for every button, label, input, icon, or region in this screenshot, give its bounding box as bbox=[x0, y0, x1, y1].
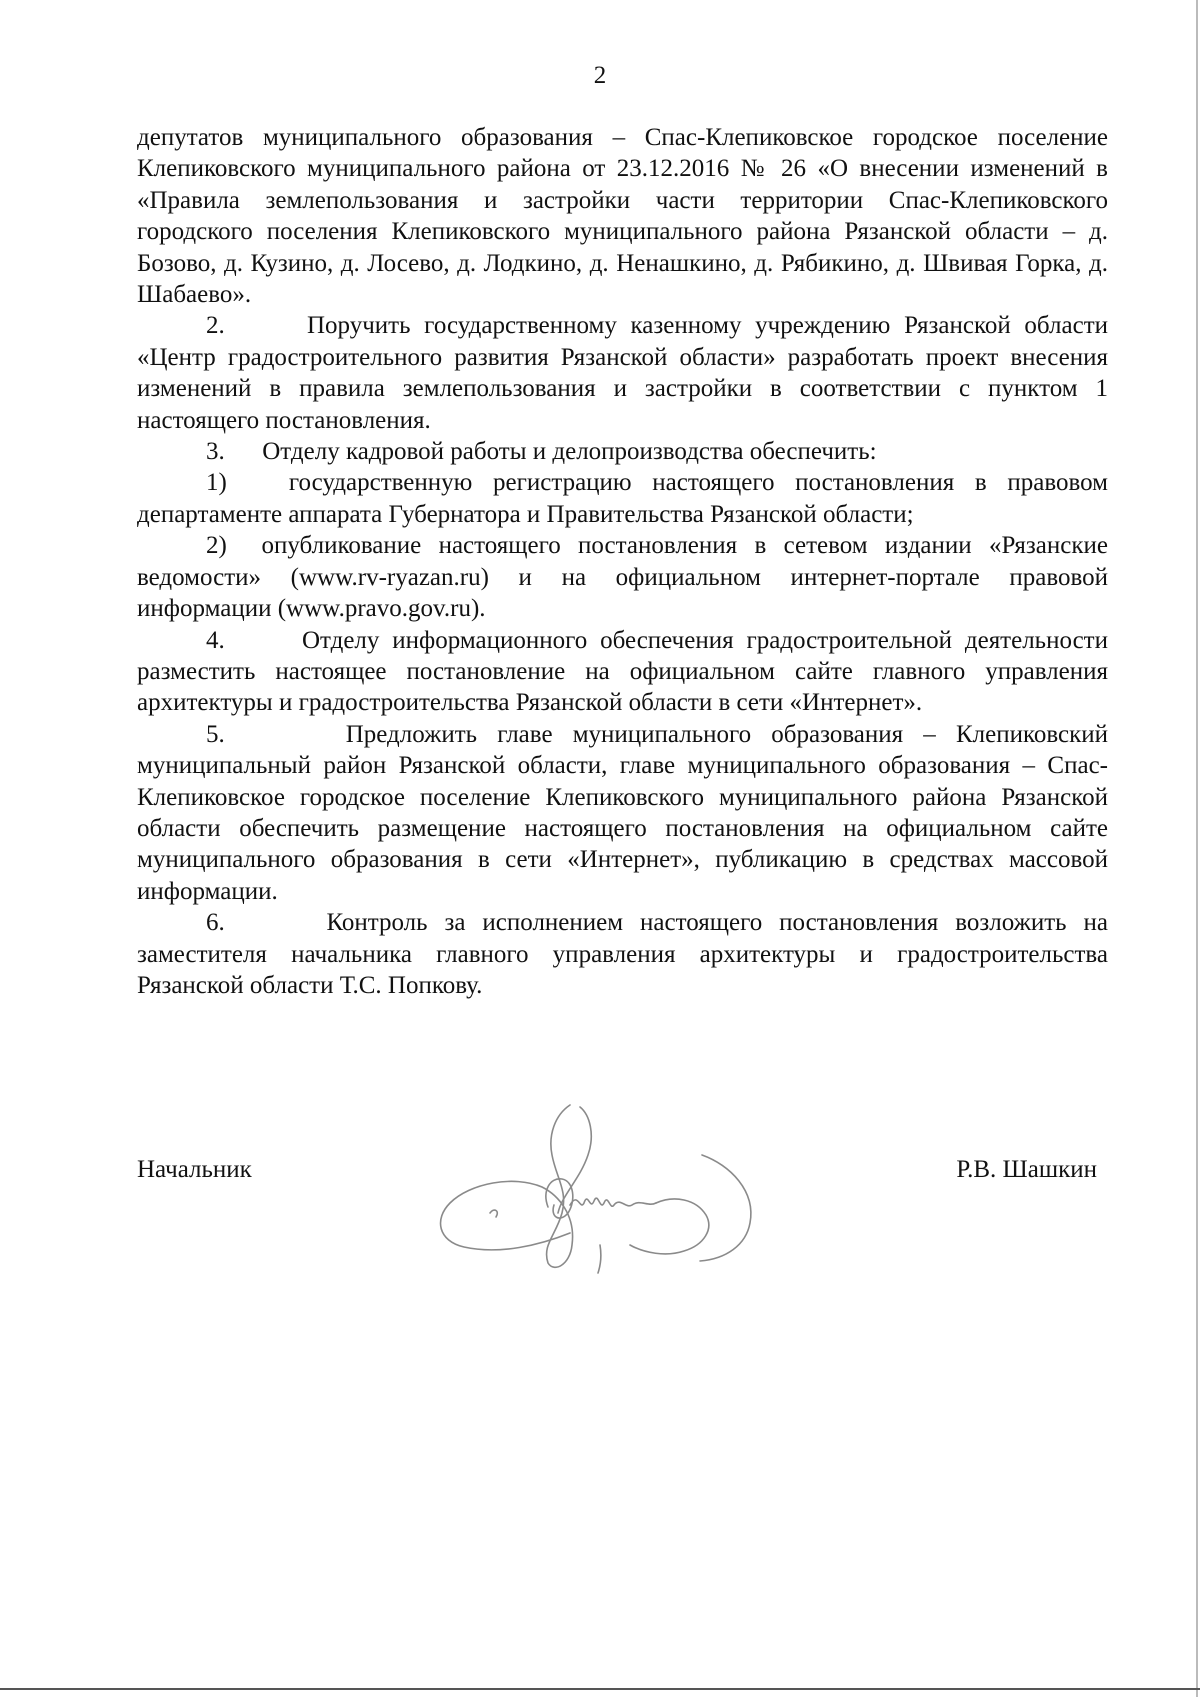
paragraph-continuation: депутатов муниципального образования – Спас-Клепиковское городское поселение Клепиковского муниципального района от 23.12.2016 № 26 «О внесении изменений в «Правила землепользования и застройки части территории Спас-Клепиковского городского поселения Клепиковского муниципального района Рязанской области – д. Бозово, д. Кузино, д. Лосево, д. Лодкино, д. Ненашкино, д. Рябикино, д. Швивая Горка, д. Шабаево». bbox=[137, 124, 1108, 309]
paragraph-item-4: 4. Отделу информационного обеспечения градостроительной деятельности разместить настоящее постановление на официальном сайте главного управления архитектуры и градостроительства Рязанской области в сети «Интернет». bbox=[137, 626, 1108, 717]
scan-edge-right bbox=[1196, 0, 1198, 1697]
page-number: 2 bbox=[593, 62, 607, 89]
paragraph-item-6: 6. Контроль за исполнением настоящего постановления возложить на заместителя начальника главного управления архитектуры и градостроительства Рязанской области Т.С. Попкову. bbox=[137, 909, 1108, 999]
paragraph-subitem-2: 2) опубликование настоящего постановления в сетевом издании «Рязанские ведомости» (www.rv-ryazan.ru) и на официальном интернет-портале правовой информации (www.pravo.gov.ru). bbox=[137, 532, 1108, 623]
signatory-name: Р.В. Шашкин bbox=[956, 1156, 1097, 1183]
signatory-title: Начальник bbox=[137, 1156, 252, 1183]
document-body bbox=[137, 122, 1108, 1001]
paragraph-item-3: 3. Отделу кадровой работы и делопроизводства обеспечить: bbox=[206, 438, 877, 466]
paragraph-item-2: 2. Поручить государственному казенному учреждению Рязанской области «Центр градостроительного развития Рязанской области» разработать проект внесения изменений в правила землепользования и застройки в соответствии с пунктом 1 настоящего постановления. bbox=[137, 312, 1108, 434]
paragraph-subitem-1: 1) государственную регистрацию настоящего постановления в правовом департаменте аппарата Губернатора и Правительства Рязанской области; bbox=[137, 469, 1108, 528]
paragraph-item-5: 5. Предложить главе муниципального образования – Клепиковский муниципальный район Рязанской области, главе муниципального образования – Спас-Клепиковское городское поселение Клепиковского муниципального района Рязанской области обеспечить размещение настоящего постановления на официальном сайте муниципального образования в сети «Интернет», публикацию в средствах массовой информации. bbox=[137, 720, 1108, 905]
scan-edge-bottom bbox=[0, 1688, 1200, 1690]
signature-block bbox=[137, 1156, 1097, 1196]
